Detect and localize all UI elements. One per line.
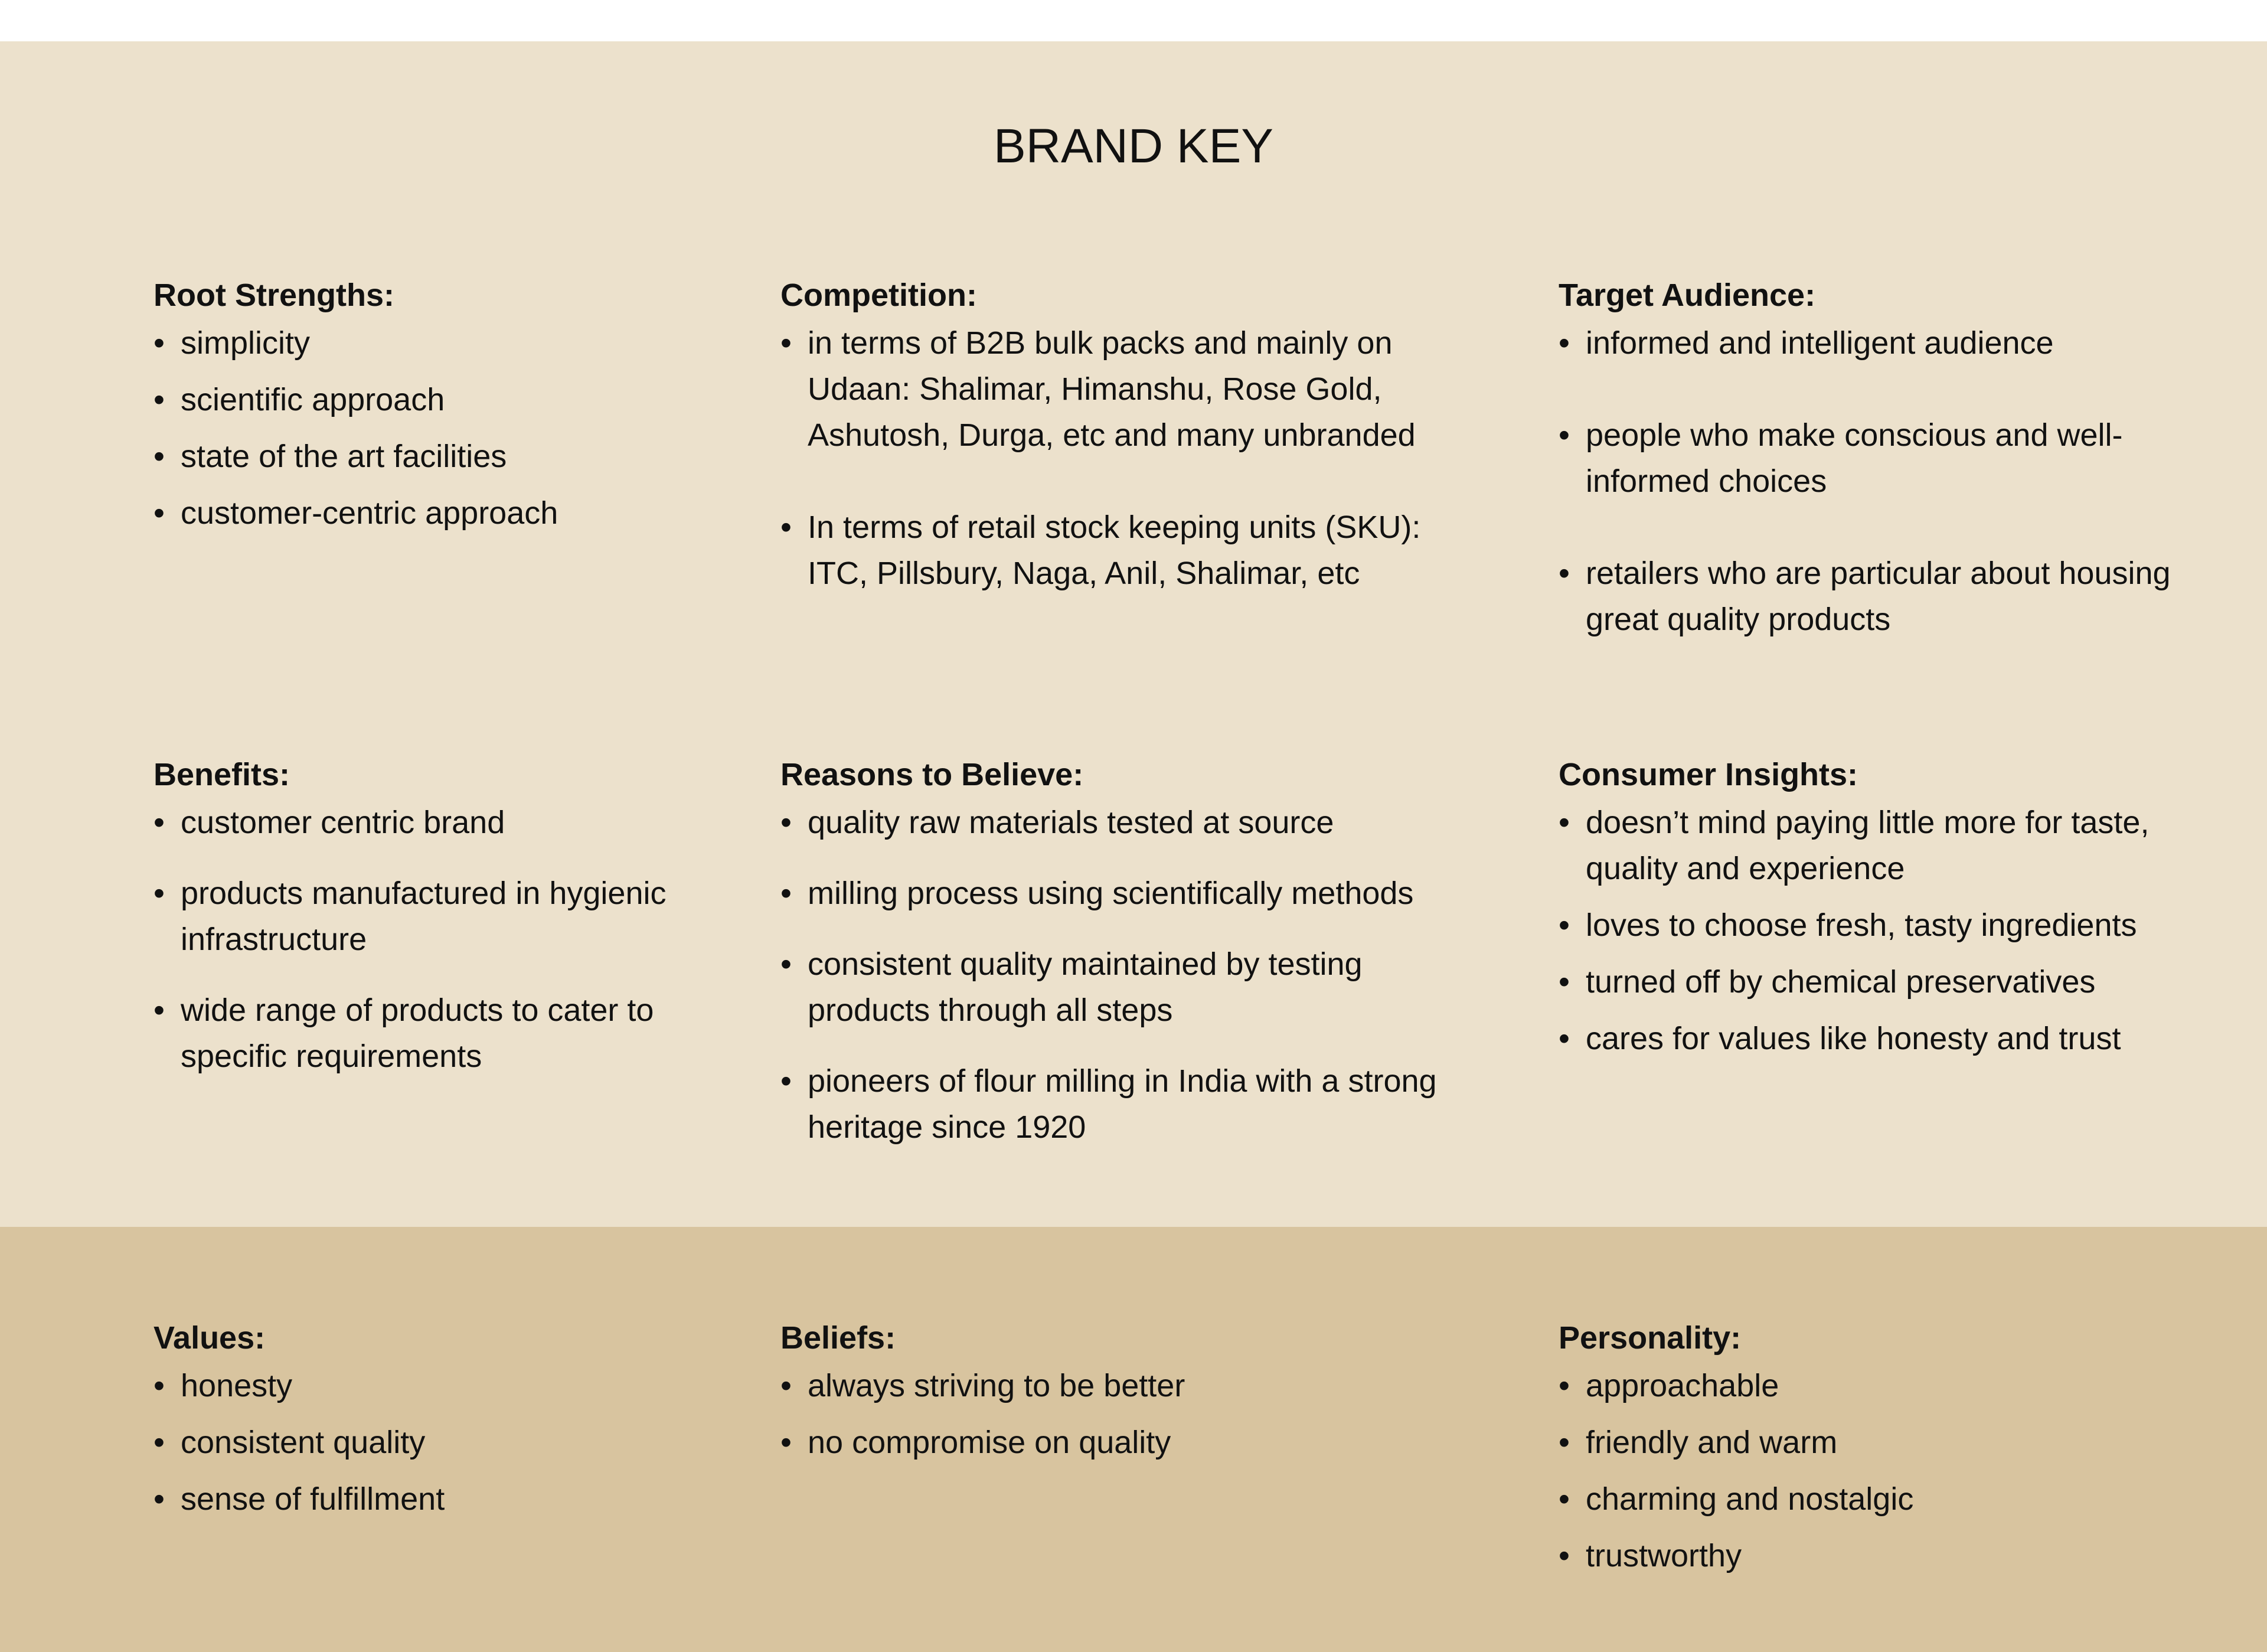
section-beliefs	[780, 1317, 1471, 1476]
list-item: • customer-centric approach	[153, 490, 673, 536]
list-item: • honesty	[153, 1363, 673, 1409]
section-target-audience	[1559, 274, 2220, 688]
bullet-list	[1559, 1363, 2220, 1579]
list-item: • simplicity	[153, 320, 673, 366]
list-item: • products manufactured in hygienic infrastructure	[153, 870, 673, 962]
section-heading: Values:	[153, 1320, 266, 1356]
list-item: • charming and nostalgic	[1559, 1476, 2220, 1522]
list-item: • consistent quality	[153, 1419, 673, 1465]
list-item: • state of the art facilities	[153, 433, 673, 479]
section-values	[153, 1317, 673, 1533]
list-item: • friendly and warm	[1559, 1419, 2220, 1465]
section-root-strengths	[153, 274, 673, 547]
section-heading: Root Strengths:	[153, 277, 394, 313]
bullet-list	[1559, 799, 2220, 1062]
bullet-list	[780, 320, 1471, 596]
list-item: • always striving to be better	[780, 1363, 1471, 1409]
bullet-list	[153, 320, 673, 536]
list-item: • doesn’t mind paying little more for taste, quality and experience	[1559, 799, 2220, 892]
section-heading: Reasons to Believe:	[780, 757, 1084, 792]
bullet-list	[153, 799, 673, 1079]
list-item: • pioneers of flour milling in India with a strong heritage since 1920	[780, 1058, 1471, 1150]
page-title: BRAND KEY	[994, 119, 1273, 173]
section-heading: Consumer Insights:	[1559, 757, 1858, 792]
section-reasons-to-believe	[780, 753, 1471, 1175]
section-heading: Beliefs:	[780, 1320, 896, 1356]
list-item: • milling process using scientifically methods	[780, 870, 1471, 916]
bullet-list	[780, 1363, 1471, 1465]
list-item: • retailers who are particular about housing great quality products	[1559, 550, 2220, 642]
list-item: • quality raw materials tested at source	[780, 799, 1471, 845]
list-item: • sense of fulfillment	[153, 1476, 673, 1522]
list-item: • turned off by chemical preservatives	[1559, 959, 2220, 1005]
list-item: • in terms of B2B bulk packs and mainly on Udaan: Shalimar, Himanshu, Rose Gold, Ashutosh, Durga, etc and many unbranded	[780, 320, 1471, 458]
list-item: • trustworthy	[1559, 1533, 2220, 1579]
list-item: • consistent quality maintained by testing products through all steps	[780, 941, 1471, 1033]
list-item: • scientific approach	[153, 377, 673, 423]
section-heading: Target Audience:	[1559, 277, 1816, 313]
bullet-list	[1559, 320, 2220, 642]
section-personality	[1559, 1317, 2220, 1589]
list-item: • approachable	[1559, 1363, 2220, 1409]
list-item: • customer centric brand	[153, 799, 673, 845]
section-competition	[780, 274, 1471, 642]
bullet-list	[780, 799, 1471, 1150]
list-item: • no compromise on quality	[780, 1419, 1471, 1465]
list-item: • loves to choose fresh, tasty ingredients	[1559, 902, 2220, 948]
list-item: • wide range of products to cater to specific requirements	[153, 987, 673, 1079]
list-item: • cares for values like honesty and trust	[1559, 1016, 2220, 1062]
bullet-list	[153, 1363, 673, 1522]
section-heading: Personality:	[1559, 1320, 1742, 1356]
list-item: • informed and intelligent audience	[1559, 320, 2220, 366]
list-item: • people who make conscious and well-informed choices	[1559, 412, 2220, 504]
section-heading: Benefits:	[153, 757, 290, 792]
section-consumer-insights	[1559, 753, 2220, 1072]
list-item: • In terms of retail stock keeping units (SKU): ITC, Pillsbury, Naga, Anil, Shalimar, etc	[780, 504, 1471, 596]
section-heading: Competition:	[780, 277, 977, 313]
section-benefits	[153, 753, 673, 1104]
